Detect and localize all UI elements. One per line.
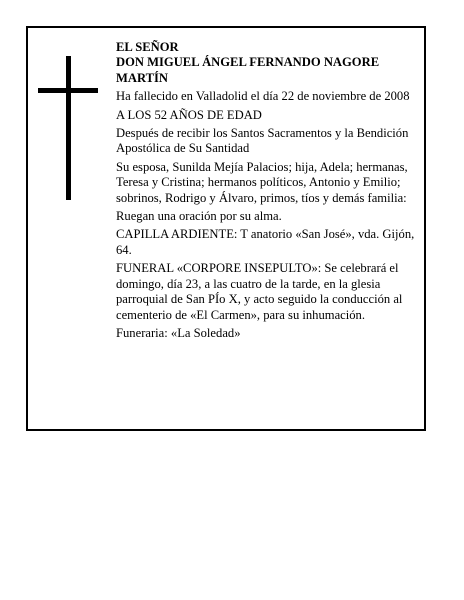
cross-vertical-bar <box>66 56 71 200</box>
notice-death-info: Ha fallecido en Valladolid el día 22 de noviembre de 2008 <box>116 89 410 104</box>
cross-icon <box>38 56 98 200</box>
notice-age: A LOS 52 AÑOS DE EDAD <box>116 107 262 122</box>
cross-horizontal-bar <box>38 88 98 93</box>
notice-sacraments: Después de recibir los Santos Sacramentos y la Bendición Apostólica de Su Santidad <box>116 126 409 156</box>
notice-funeral-home: Funeraria: «La Soledad» <box>116 325 241 340</box>
notice-family: Su esposa, Sunilda Mejía Palacios; hija, Adela; hermanas, Teresa y Cristina; hermanos políticos, Antonio y Emilio; sobrinos, Rodrigo y Álvaro, primos, tíos y demás familia: <box>116 159 408 205</box>
notice-prayer: Ruegan una oración por su alma. <box>116 209 282 224</box>
notice-heading-title: EL SEÑOR <box>116 40 179 54</box>
notice-funeral: FUNERAL «CORPORE INSEPULTO»: Se celebrará el domingo, día 23, a las cuatro de la tarde, en la glesia parroquial de San PÍo X, y acto seguido la conducción al cementerio de «El Carmen», para su inhumación. <box>116 261 403 322</box>
notice-chapel: CAPILLA ARDIENTE: T anatorio «San José», vda. Gijón, 64. <box>116 227 415 257</box>
obituary-notice <box>26 26 426 431</box>
notice-heading-name: DON MIGUEL ÁNGEL FERNANDO NAGORE MARTÍN <box>116 55 380 85</box>
notice-text <box>116 40 428 344</box>
